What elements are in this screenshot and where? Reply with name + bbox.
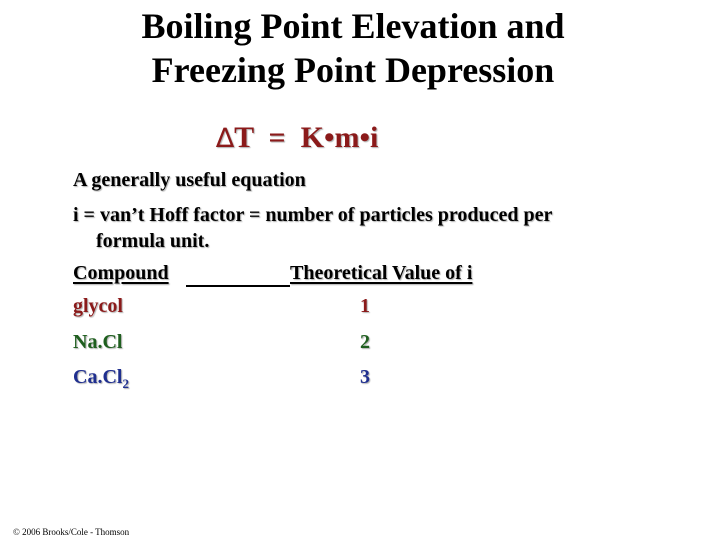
column-header-value: Theoretical Value of i bbox=[290, 262, 473, 284]
compound-cacl2 bbox=[73, 365, 129, 389]
copyright-notice: © 2006 Brooks/Cole - Thomson bbox=[13, 527, 130, 537]
slide-title bbox=[0, 4, 706, 92]
compound-cacl2-base: Ca.Cl bbox=[73, 366, 123, 388]
compound-nacl: Na.Cl bbox=[73, 331, 123, 353]
compound-glycol: glycol bbox=[73, 295, 123, 317]
description-line-1: A generally useful equation bbox=[73, 169, 306, 191]
equation-text: T = K•m•i bbox=[234, 121, 379, 154]
value-cacl2: 3 bbox=[360, 366, 370, 388]
title-line-1: Boiling Point Elevation and bbox=[141, 6, 565, 46]
column-header-rule bbox=[186, 285, 290, 287]
delta-symbol: ∆ bbox=[216, 123, 235, 154]
compound-cacl2-subscript: 2 bbox=[122, 376, 129, 391]
colligative-equation bbox=[216, 120, 378, 157]
value-nacl: 2 bbox=[360, 331, 370, 353]
title-line-2: Freezing Point Depression bbox=[151, 50, 555, 90]
column-header-compound: Compound bbox=[73, 262, 169, 284]
description-line-2: i = van’t Hoff factor = number of particles produced per bbox=[73, 204, 553, 226]
value-glycol: 1 bbox=[360, 295, 370, 317]
description-line-3: formula unit. bbox=[96, 230, 210, 252]
